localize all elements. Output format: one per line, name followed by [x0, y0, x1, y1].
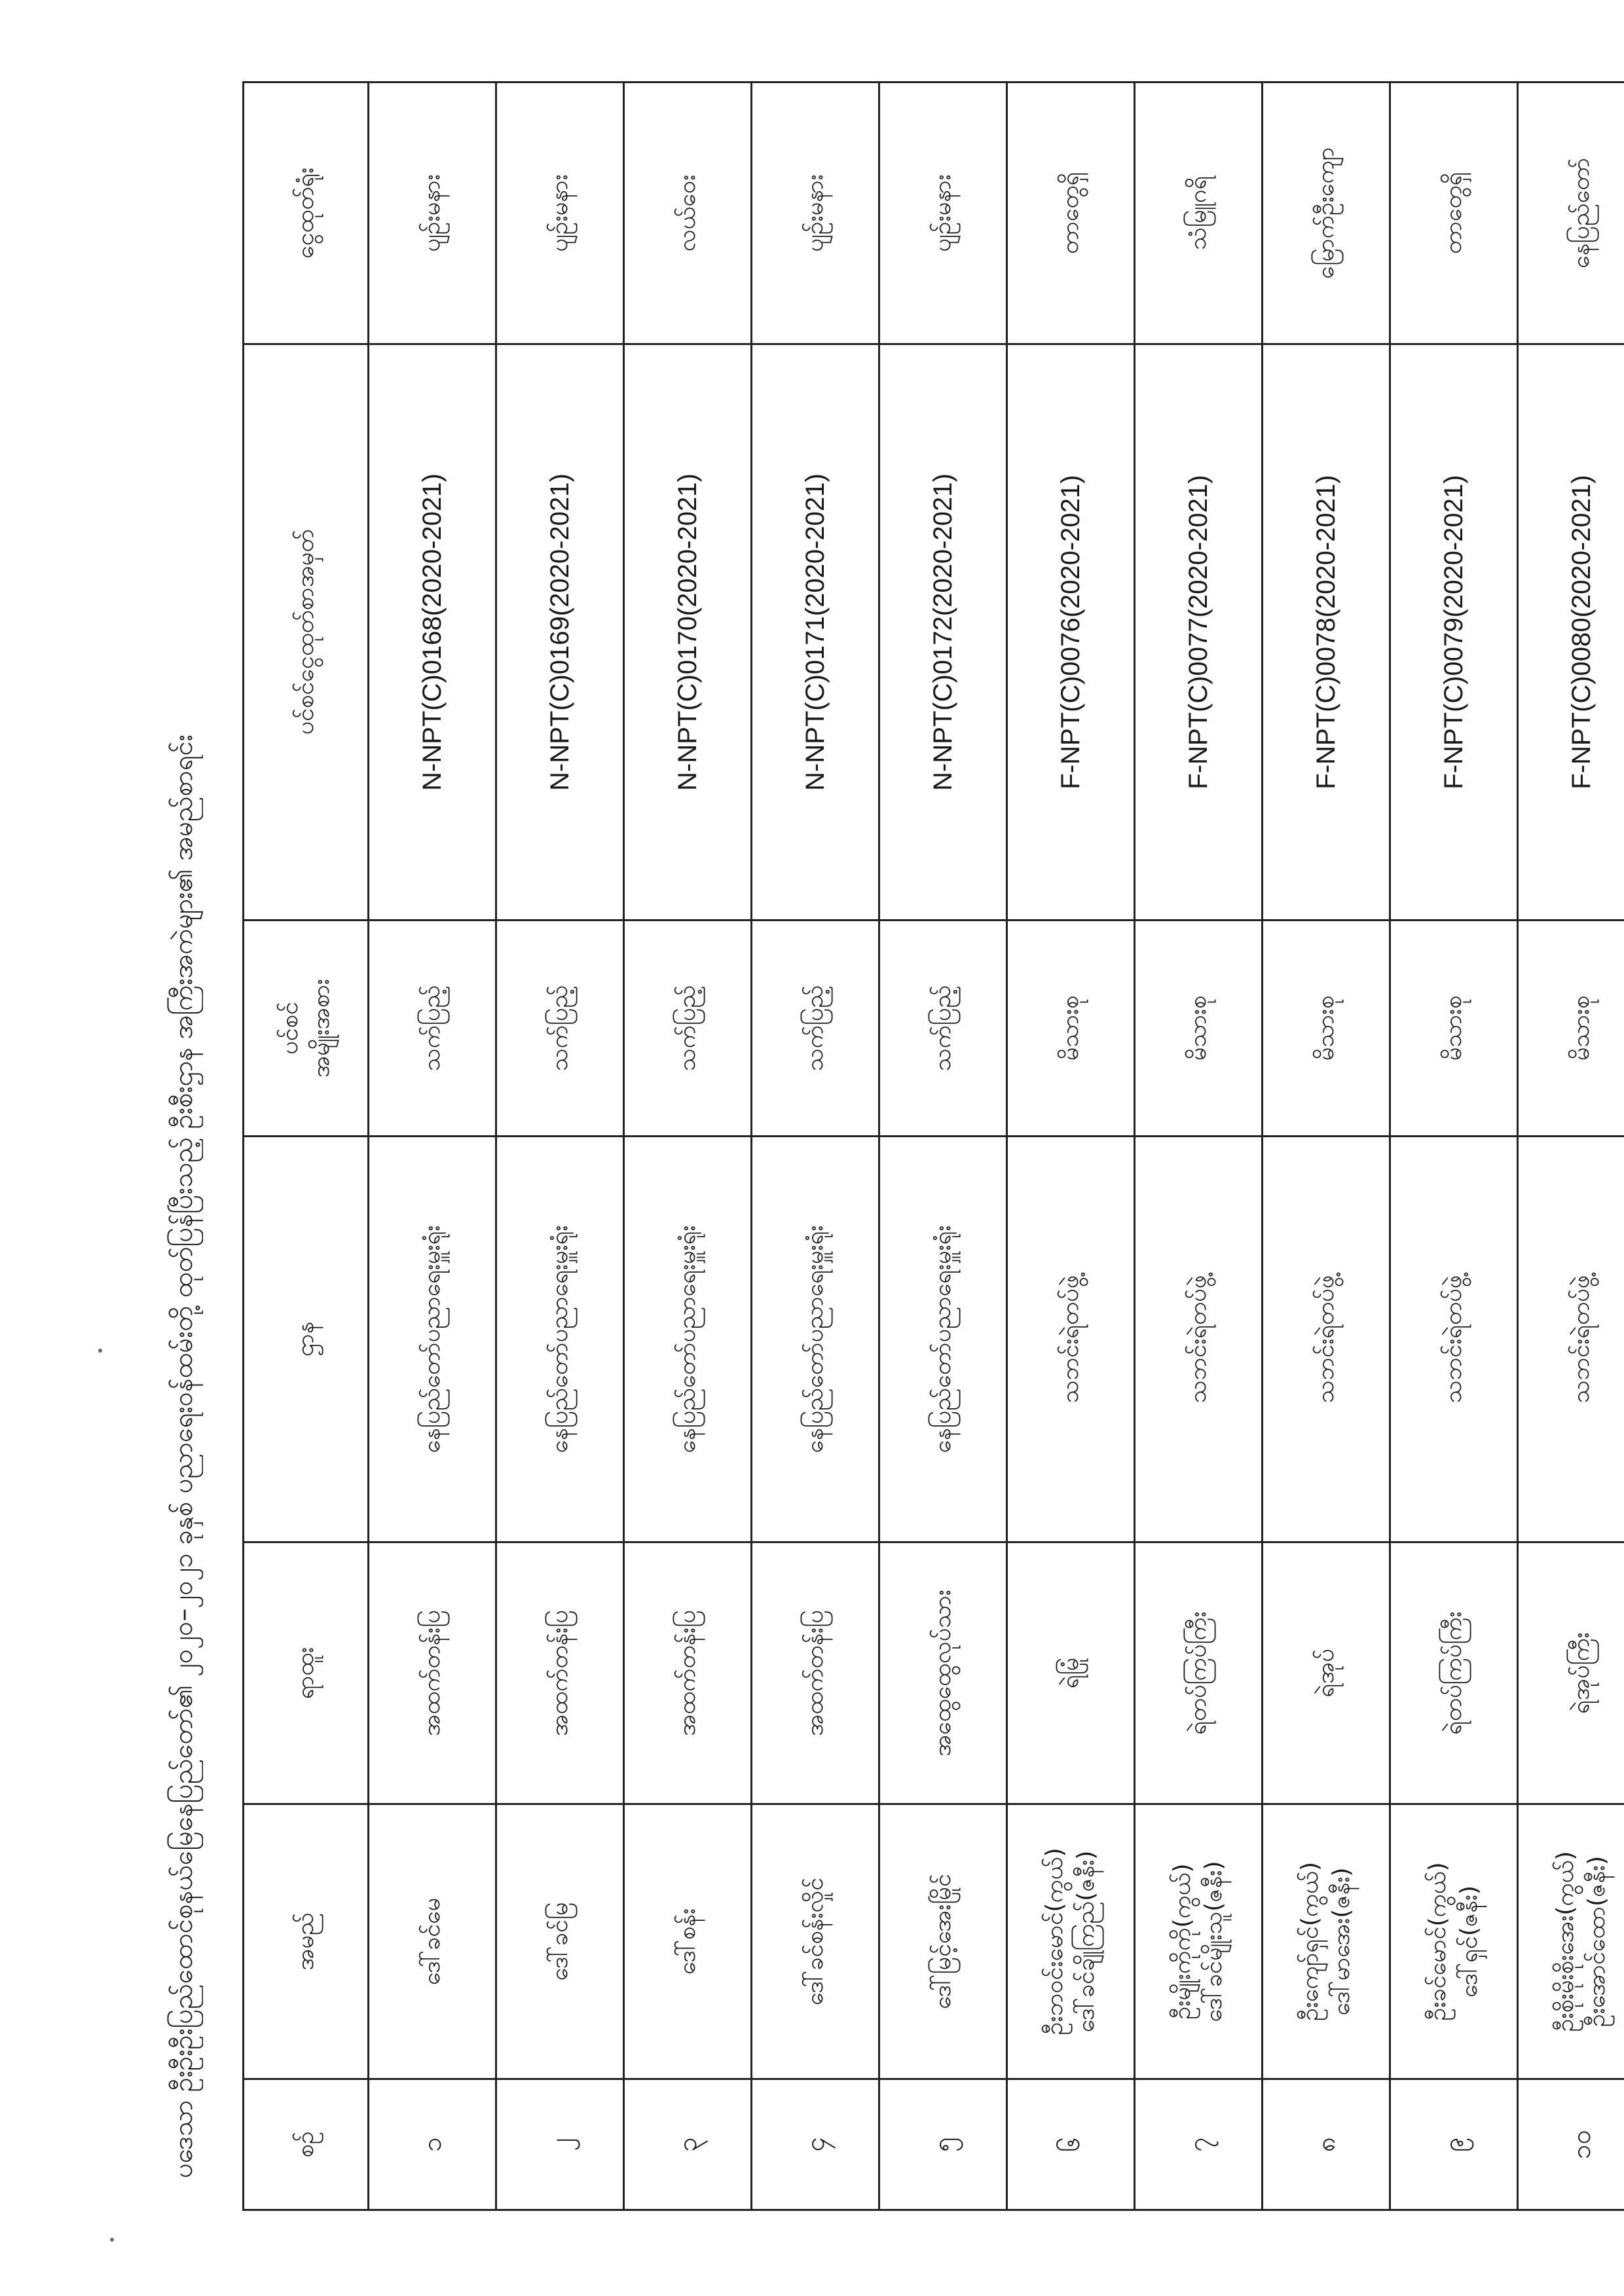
row-pension-code: F-NPT(C)0076(2020-2021): [1007, 344, 1135, 920]
row-pay-office: မြောက်ဦးကျော: [1263, 82, 1390, 344]
row-number: ၅: [879, 2079, 1007, 2210]
row-name: [1390, 1804, 1518, 2079]
row-rank: ရဲမြုံ: [1007, 1542, 1135, 1804]
row-number: ၇: [1135, 2079, 1263, 2210]
row-department: နေပြည်တော်ပညာရေးမှူးရုံး: [369, 1137, 496, 1542]
row-name-line2: ဒေါ်ခင်ချိုကြည်(ဇနီး): [1073, 1850, 1099, 2033]
row-department: နေပြည်တော်ပညာရေးမှူးရုံး: [496, 1137, 624, 1542]
pension-roster-table: [242, 81, 1624, 2211]
row-pension-type: သက်ပြည့်: [369, 920, 496, 1137]
row-number: ၆: [1007, 2079, 1135, 2210]
row-department: သဘင်းရဲတပ်ဖွဲ့: [1390, 1137, 1518, 1542]
row-name: [879, 1804, 1007, 2079]
row-name-line2: ဒေါ်မာအေး(ဇနီး): [1328, 1867, 1355, 2016]
row-pension-type: မိသားစု: [1390, 920, 1518, 1137]
row-pay-office: လယ်ဝေး: [624, 82, 752, 344]
table-row: [1007, 82, 1135, 2210]
row-name-line1: ဒေါ်ခင်စန်းလှိုင်: [802, 1877, 828, 2006]
row-department: သဘင်းရဲတပ်ဖွဲ့: [1135, 1137, 1263, 1542]
scan-speck: [98, 1349, 102, 1353]
row-name-line2: ဒေါ်ရှင်(ဇနီး): [1456, 1885, 1483, 1998]
row-number: ၈: [1263, 2079, 1390, 2210]
row-pension-type: မိသားစု: [1518, 920, 1624, 1137]
row-department: သဘင်းရဲတပ်ဖွဲ့: [1263, 1137, 1390, 1542]
row-number: ၂: [496, 2079, 624, 2210]
row-pay-office: ပျဉ်းမနား: [879, 82, 1007, 344]
row-name-line1: ဦးမျိုးကိုကို(ကွယ်): [1169, 1863, 1196, 2020]
row-pay-office: တာတွေရှိ: [1390, 82, 1518, 344]
row-name-line1: ဒေါ်ခင်မြ: [546, 1902, 573, 1981]
table-header-row: [244, 82, 369, 2210]
row-pension-code: N-NPT(C)0169(2020-2021): [496, 344, 624, 920]
row-pension-type: သက်ပြည့်: [752, 920, 879, 1137]
row-name-line1: ဦးစိုးမိုးစိုးအေး(ကွယ်): [1552, 1851, 1579, 2032]
row-rank: ရဲတပ်ကြပ်ကြီး: [1390, 1542, 1518, 1804]
row-name-line1: ဦးကျော်ရှင်(ကွယ်): [1297, 1861, 1323, 2022]
row-pension-code: N-NPT(C)0171(2020-2021): [752, 344, 879, 920]
row-number: ၃: [624, 2079, 752, 2210]
row-rank: အထက်တန်းပြ: [752, 1542, 879, 1804]
page-title: ပဒေသာ ဦးဦးဦးပြည်ထောင်စုနယ်မြေနေပြည်တော်၏ ၂၀၂၀–၂၀၂၁ ခုနှစ် ပညာရေးဝန်ထမ်းတို့ ထုတ်ပြန်ပြီးသည့် ဦးစီးဌာန အကြီးအကဲများ၏ အမည်စာရင်း: [168, 735, 198, 2178]
header-pay-office: ငွေထုတ်ရုံး: [244, 82, 369, 344]
row-number: ၁၀: [1518, 2079, 1624, 2210]
row-pension-code: F-NPT(C)0078(2020-2021): [1263, 344, 1390, 920]
row-name-line1: ဦးခင်မောင်(ကွယ်): [1424, 1862, 1451, 2021]
row-pension-type: သက်ပြည့်: [496, 920, 624, 1137]
row-pension-type: မိသားစု: [1007, 920, 1135, 1137]
table-row: [369, 82, 496, 2210]
row-pension-type: မိသားစု: [1263, 920, 1390, 1137]
row-department: သဘင်းရဲတပ်ဖွဲ့: [1007, 1137, 1135, 1542]
header-pension-type-line2: အမျိုးအစား: [308, 979, 335, 1078]
row-department: နေပြည်တော်ပညာရေးမှူးရုံး: [752, 1137, 879, 1542]
table-row: [1135, 82, 1263, 2210]
row-rank: ရဲအုပ်: [1263, 1542, 1390, 1804]
row-rank: ရဲတပ်ကြပ်ကြီး: [1135, 1542, 1263, 1804]
scan-speck: [110, 2238, 114, 2242]
header-name: အမည်: [244, 1804, 369, 2079]
row-pay-office: ပျဉ်းမနား: [752, 82, 879, 344]
table-row: [1518, 82, 1624, 2210]
row-name-line1: ဦးဘဝင်းမောင်(ကွယ်): [1041, 1848, 1068, 2035]
row-pension-code: N-NPT(C)0172(2020-2021): [879, 344, 1007, 920]
row-pension-code: F-NPT(C)0079(2020-2021): [1390, 344, 1518, 920]
row-pension-type: မိသားစု: [1135, 920, 1263, 1137]
row-number: ၁: [369, 2079, 496, 2210]
table-row: [1263, 82, 1390, 2210]
row-rank: အထက်တန်းပြ: [624, 1542, 752, 1804]
row-department: နေပြည်တော်ပညာရေးမှူးရုံး: [624, 1137, 752, 1542]
row-number: ၉: [1390, 2079, 1518, 2210]
row-name-line2: ဒေါ်ခင်မျိုးသူ(ဇနီး): [1200, 1861, 1227, 2022]
row-name: [624, 1804, 752, 2079]
header-pension-code: ပင်စင်ငွေထုတ်စာအမှတ်: [244, 344, 369, 920]
row-department: သဘင်းရဲတပ်ဖွဲ့: [1518, 1137, 1624, 1542]
row-name-line2: ဦးအောင်ထော(ဇနီး): [1583, 1855, 1610, 2028]
row-name: [1135, 1804, 1263, 2079]
table-row: [496, 82, 624, 2210]
row-pension-code: F-NPT(C)0077(2020-2021): [1135, 344, 1263, 920]
row-pension-code: F-NPT(C)0080(2020-2021): [1518, 344, 1624, 920]
row-pension-type: သက်ပြည့်: [879, 920, 1007, 1137]
row-pay-office: ပျဉ်းမနား: [496, 82, 624, 344]
row-name: [496, 1804, 624, 2079]
row-number: ၄: [752, 2079, 879, 2210]
table-row: [879, 82, 1007, 2210]
table-row: [752, 82, 879, 2210]
row-name-line1: ဒေါ်ခင်မေ: [418, 1897, 445, 1986]
header-rank: ရာထူး: [244, 1542, 369, 1804]
row-rank: အထက်တန်းပြ: [496, 1542, 624, 1804]
row-pay-office: နေပြည်တော်: [1518, 82, 1624, 344]
row-name: [1518, 1804, 1624, 2079]
row-name: [369, 1804, 496, 2079]
row-name-line1: ဒေါ်မြင့်အေးမြိုင်: [929, 1874, 956, 2009]
row-rank: အထွေထွေလုပ်သား: [879, 1542, 1007, 1804]
row-name: [1263, 1804, 1390, 2079]
row-rank: အထက်တန်းပြ: [369, 1542, 496, 1804]
header-no: စဉ်: [244, 2079, 369, 2210]
row-pay-office: ပျဉ်းမနား: [369, 82, 496, 344]
row-name: [752, 1804, 879, 2079]
table-row: [624, 82, 752, 2210]
row-rank: ရဲအုပ်ကြီး: [1518, 1542, 1624, 1804]
row-pension-code: N-NPT(C)0170(2020-2021): [624, 344, 752, 920]
row-pension-code: N-NPT(C)0168(2020-2021): [369, 344, 496, 920]
row-department: နေပြည်တော်ပညာရေးမှူးရုံး: [879, 1137, 1007, 1542]
row-name-line1: ဒေါ်စန်း: [674, 1908, 701, 1975]
row-pay-office: တာတွေရှိ: [1007, 82, 1135, 344]
header-pension-type-line1: ပင်စင်: [276, 1002, 303, 1055]
header-pension-type: [244, 920, 369, 1137]
row-pay-office: သံမြူဂရိ: [1135, 82, 1263, 344]
row-pension-type: သက်ပြည့်: [624, 920, 752, 1137]
row-name: [1007, 1804, 1135, 2079]
table-row: [1390, 82, 1518, 2210]
header-department: ဌာန: [244, 1137, 369, 1542]
